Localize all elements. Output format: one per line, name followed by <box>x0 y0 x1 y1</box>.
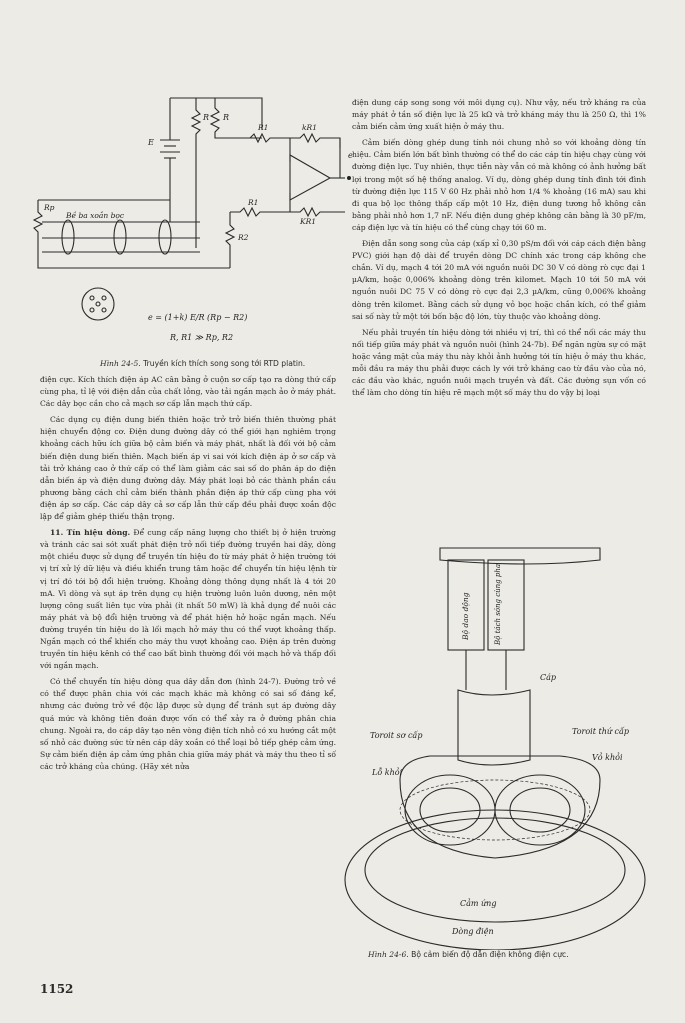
right-paragraph: Cảm biến dòng ghép dung tính nói chung nhỏ so với khoảng dòng tín hiệu. Cảm biến lớn bất bình thường có thể do các cáp tín hiệu chạy cùng với đường điện lực. Tuy nhiên, thực tiễn này vẫn có mà không có ảnh hưởng bất lợi trong một số hệ thống analog. Ví dụ, dòng ghép dung tính đình tới đình từ đường điện lực 115 V 60 Hz phải nhỏ hơn 1/4 % khoảng (16 mA) sau khi đi qua bộ lọc thông thấp cấp một 10 Hz, điện dung tương hỗ không cân bằng phải nhỏ hơn 1,7 nF. Nếu điện dung ghép không cân bằng là 30 pF/m, cáp điện lực và tín hiệu có thể cùng chạy tới 60 m. <box>352 138 646 232</box>
label-phase-detector: Bộ tách sóng cùng pha <box>494 563 502 645</box>
left-paragraph: Có thể chuyển tín hiệu dòng qua dây dẫn đơn (hình 24-7). Đường trở về có thể được phân chia với các mạch khác mà không có sai số đáng kể, nhưng các đường trở về độc lập được sử dụng để tránh sụt áp đường dây quá mức và không tiên đoán được vốn có thể xảy ra ở đường phân chia chung. Ngoài ra, do cáp dây tạo nên vòng điện tích nhỏ có xu hướng cắt một số nhỏ các đường sức từ nên cáp dây xoắn có thể loại bỏ tiếp ghép cảm ứng. Sự cảm biến điện áp cảm ứng phân chia giữa máy phát và máy thu theo tỉ số các trở kháng của chúng. (Hãy xét nửa <box>40 677 336 771</box>
label-oscillator: Bộ dao động <box>461 592 470 640</box>
figure-24-6-text: Bộ cảm biến độ dẫn điện không điện cực. <box>411 950 569 959</box>
section-11-body: Để cung cấp năng lượng cho thiết bị ở hiện trường và tránh các sai sót xuất phát điện trở nối tiếp đường truyền hai dây, dòng một chiều được sử dụng để truyền tín hiệu đo từ máy phát ở hiện trường tới vị trí xử lý dữ liệu và điều khiển trung tâm hoặc để chuyển tín hiệu lệnh từ vị trí đó tới bộ đổi hiện trường. Khoảng dòng thông dụng nhất là 4 tới 20 mA. Vì dòng và sụt áp trên dụng cụ hiện trường luôn luôn dương, nên một lượng công suất liên tục vừa phải (ít nhất 50 mW) là khả dụng để nuôi các máy phát và bộ đổi hiện trường và để phát hiện hở hoặc ngắn mạch. Nếu đường truyền tín hiệu do là lối mạch hở máy thu có thể vượt khoảng thấp. Ngắn mạch có thể khiến cho máy thu vượt khoảng cao. Điện áp trên đường truyền tín hiệu kênh có thể cao bất bình thường đối với mạch hở và thấp đối với ngắn mạch. <box>40 528 337 671</box>
right-paragraph: Nếu phải truyền tín hiệu dòng tới nhiều vị trí, thì có thể nối các máy thu nối tiếp giữa máy phát và nguồn nuôi (hình 24-7b). Để ngăn ngừa sự có mặt hoặc vắng mặt của máy thu này khỏi ảnh hưởng tới tín hiệu ở máy thu khác, mỗi đầu ra máy thu phải được cách ly với trở kháng cao từ đầu vào của nó, các đầu vào khác, nguồn nuôi mạch truyền và đất. Các đường sụn vốn có thể làm cho dòng tín hiệu rẽ mạch một số máy thu do vậy bị loại <box>352 327 646 398</box>
label-rp: Rp <box>44 203 55 212</box>
figure-24-5-number: Hình 24-5. <box>100 359 141 368</box>
section-11-heading: 11. Tín hiệu dòng. <box>50 528 131 538</box>
figure-24-5-caption <box>100 359 305 368</box>
label-kr1-bottom: KR1 <box>300 217 317 226</box>
label-secondary-toroid: Toroit thứ cấp <box>572 727 630 736</box>
label-e-output: e <box>348 151 353 160</box>
formula-condition: R, R1 ≫ Rp, R2 <box>170 333 234 342</box>
left-paragraph: Các dụng cụ điện dung biến thiên hoặc trở trở biến thiên thường phát hiện chuyển động cơ. Điện dung đường dây có thể giới hạn nghiêm trọng khoảng cách hữu ích giữa bộ cảm biến và máy phát, nhất là đối với bộ cảm biến điện dung biến thiên. Mạch biến áp vi sai với kích điện áp ở sơ cấp và tải trở kháng cao ở thứ cấp có thể làm giảm các sai số do phân áp do điện dẫn biến áp và điện dung đường dây. Máy phát loại bỏ các thành phần cầu phương bằng cách chỉ cảm biến thành phần điện áp thứ cấp cùng pha với điện áp sơ cấp. Các cáp dây cả sơ cấp lẫn thứ cấp đều phải được xoắn độc lập để giảm ghép thiếu thận trọng. <box>40 415 336 522</box>
figure-24-6-caption <box>368 950 569 959</box>
label-shell: Vỏ khỏi <box>592 753 623 762</box>
label-r2: R2 <box>238 233 249 242</box>
label-primary-toroid: Toroit sơ cấp <box>370 731 423 740</box>
right-paragraph: Điện dẫn song song của cáp (xấp xỉ 0,30 pS/m đối với cáp cách điện bằng PVC) giới hạn độ dài để truyền dòng DC chính xác trong cáp không che chắn. Ví dụ, mạch 4 tới 20 mA với nguồn nuôi DC 30 V có dòng rò cực đại 1 µA/km, hoặc 0,006% khoảng dòng trên kilomet. Mạch 10 tới 50 mA với nguồn nuôi DC 75 V có dòng rò cực đại 2,3 µA/km, cũng 0,006% khoảng dòng trên kilomet. Bằng cách sử dụng vỏ bọc hoặc chắn kích, có thể giảm sai số này tử một tới bốn bậc độ lớn, tùy thuộc vào khoảng dòng. <box>352 239 646 321</box>
figure-24-5-text: Truyền kích thích song song tới RTD platin. <box>143 359 306 368</box>
right-paragraph: điện dung cáp song song với môi dụng cụ). Như vậy, nếu trở kháng ra của máy phát ở tần số điện lực là 25 kΩ và trở kháng máy thu là 250 Ω, thì 1% cảm biến cảm ứng xuất hiện ở máy thu. <box>352 98 646 132</box>
page-number: 1152 <box>40 982 74 996</box>
label-e-source: E <box>148 138 154 147</box>
label-cable: Cáp <box>540 673 557 682</box>
label-induced: Cảm ứng <box>460 899 497 908</box>
label-current: Dòng điện <box>452 927 494 936</box>
label-r-right: R <box>223 113 230 122</box>
label-twisted-cable: Bề ba xoắn bọc <box>66 211 125 220</box>
label-kr1: kR1 <box>302 123 317 132</box>
label-r1-bottom: R1 <box>248 198 259 207</box>
label-hole: Lỗ khỏi <box>372 768 403 777</box>
formula-output: e = (1+k) E/R (Rp − R2) <box>148 313 248 322</box>
label-r1-top: R1 <box>258 123 269 132</box>
right-column <box>352 97 646 403</box>
label-r-left: R <box>203 113 210 122</box>
conductivity-sensor-figure <box>0 530 685 950</box>
figure-24-6-number: Hình 24-6. <box>368 950 409 959</box>
left-paragraph: điện cực. Kích thích điện áp AC cân bằng ở cuộn sơ cấp tạo ra dòng thứ cấp cùng pha, tỉ lệ với điện dẫn của chất lỏng, vào tải ngắn mạch ảo ở máy phát. Các dây bọc cần cho cả mạch sơ cấp lẫn mạch thứ cấp. <box>40 375 336 409</box>
